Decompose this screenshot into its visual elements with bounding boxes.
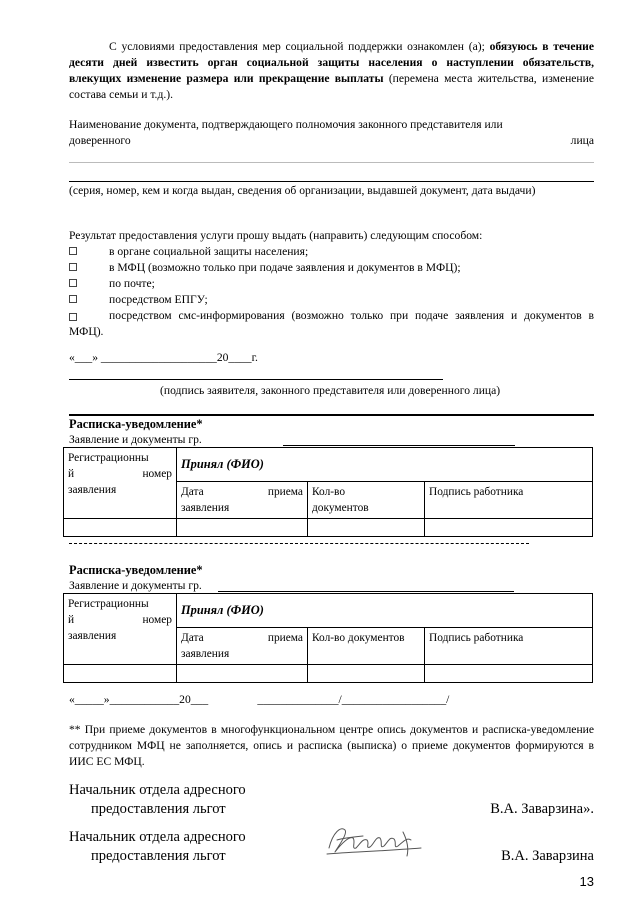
reg-label-line1: Регистрационны — [68, 452, 149, 464]
date-header — [177, 482, 308, 519]
signer-position-line1: Начальник отдела адресного — [69, 782, 246, 798]
checkbox-icon[interactable] — [69, 295, 77, 303]
date-label-part: Дата — [181, 632, 204, 644]
date-header — [177, 628, 308, 665]
receipt-subtitle: Заявление и документы гр. — [69, 579, 202, 592]
count-cell[interactable] — [308, 665, 425, 683]
accepted-header — [177, 448, 593, 482]
count-label: Кол-во документов — [312, 632, 405, 644]
signer-position-line2: предоставления льгот — [91, 848, 226, 864]
series-field-line[interactable] — [69, 181, 594, 182]
worker-signature-label: Подпись работника — [429, 486, 524, 498]
reg-label-line3: заявления — [68, 484, 117, 496]
accepted-label: Принял (ФИО) — [181, 457, 264, 471]
date-cell[interactable] — [177, 519, 308, 537]
handwritten-signature — [323, 818, 433, 864]
reg-label-line1: Регистрационны — [68, 598, 149, 610]
option-mail[interactable] — [69, 276, 594, 292]
worker-signature-label: Подпись работника — [429, 632, 524, 644]
reg-label-part: номер — [142, 614, 172, 626]
option-label: в МФЦ (возможно только при подаче заявления и документов в МФЦ); — [109, 261, 461, 274]
ack-text-tail: (перемена места жительства, изменение состава семьи и т.д.). — [69, 72, 594, 101]
reg-number-cell[interactable] — [64, 665, 177, 683]
worker-signature-header — [425, 482, 593, 519]
ack-text-bold: обязуюсь в течение десяти дней известить орган социальной защиты населения о наступлении обязательств, влекущих изменение размера или прекращение выплаты — [69, 40, 594, 85]
option-label: посредством ЕПГУ; — [109, 293, 208, 306]
date-label-part: приема — [267, 486, 303, 498]
checkbox-icon[interactable] — [69, 313, 77, 321]
page-number: 13 — [579, 874, 594, 889]
count-header — [308, 482, 425, 519]
document-name-field-line[interactable] — [69, 162, 594, 163]
option-social-protection[interactable] — [69, 244, 594, 260]
receipt-table — [63, 447, 593, 537]
signature-line[interactable] — [69, 379, 443, 380]
count-label-part: документов — [312, 502, 369, 514]
signer-position-line1: Начальник отдела адресного — [69, 829, 246, 845]
reg-label-part: й — [68, 468, 75, 480]
receipt-subtitle: Заявление и документы гр. — [69, 433, 202, 446]
signer-name: В.А. Заварзина — [501, 848, 594, 864]
date-cell[interactable] — [177, 665, 308, 683]
document-name-line1: Наименование документа, подтверждающего полномочия законного представителя или — [69, 118, 503, 131]
date-label-part: приема — [267, 632, 303, 644]
count-cell[interactable] — [308, 519, 425, 537]
reg-label-line3: заявления — [68, 630, 117, 642]
series-note-text: (серия, номер, кем и когда выдан, сведения об организации, выдавшей документ, дата выдачи) — [69, 184, 536, 197]
date-label-part: заявления — [181, 502, 230, 514]
count-label-part: Кол-во — [312, 486, 346, 498]
option-mfc[interactable] — [69, 260, 594, 276]
option-label: в органе социальной защиты населения; — [109, 245, 309, 258]
signer-position-line2: предоставления льгот — [91, 801, 226, 817]
reg-number-cell[interactable] — [64, 519, 177, 537]
ack-text-normal: С условиями предоставления мер социальной поддержки ознакомлен (а); — [109, 40, 490, 53]
checkbox-icon[interactable] — [69, 279, 77, 287]
footnote: ** При приеме документов в многофункциональном центре опись документов и расписка-уведомление сотрудником МФЦ не заполняется, опись и расписка (выписка) о приеме документов формируются в ИИС ЕС МФЦ. — [69, 723, 594, 768]
option-epgu[interactable] — [69, 292, 594, 308]
result-heading: Результат предоставления услуги прошу выдать (направить) следующим способом: — [69, 229, 483, 242]
worker-signature-header — [425, 628, 593, 665]
signature-block-1 — [69, 781, 594, 819]
worker-signature-cell[interactable] — [425, 519, 593, 537]
count-header — [308, 628, 425, 665]
signature-caption: (подпись заявителя, законного представителя или доверенного лица) — [160, 384, 501, 397]
receipt-title: Расписка-уведомление* — [69, 563, 203, 577]
reg-number-header — [64, 594, 177, 665]
checkbox-icon[interactable] — [69, 263, 77, 271]
section-divider — [69, 414, 594, 416]
document-name-left: доверенного — [69, 134, 131, 147]
bottom-date-signature-line[interactable]: «_____»____________20___ ______________/__________________/ — [69, 693, 450, 706]
option-sms[interactable] — [69, 308, 594, 340]
document-name-label — [69, 117, 594, 149]
accepted-label: Принял (ФИО) — [181, 603, 264, 617]
cut-line — [69, 543, 529, 544]
acknowledgement-paragraph — [69, 39, 594, 103]
date-line[interactable]: «___» ____________________20____г. — [69, 351, 258, 364]
applicant-name-line[interactable] — [283, 445, 515, 446]
receipt-title: Расписка-уведомление* — [69, 417, 203, 431]
checkbox-icon[interactable] — [69, 247, 77, 255]
option-label: посредством смс-информирования (возможно только при подаче заявления и документов в МФЦ). — [69, 309, 594, 338]
signer-name: В.А. Заварзина». — [490, 801, 594, 817]
worker-signature-cell[interactable] — [425, 665, 593, 683]
reg-number-header — [64, 448, 177, 519]
series-note — [69, 183, 594, 199]
reg-label-part: й — [68, 614, 75, 626]
receipt-table — [63, 593, 593, 683]
applicant-name-line[interactable] — [218, 591, 514, 592]
accepted-header — [177, 594, 593, 628]
reg-label-part: номер — [142, 468, 172, 480]
date-label-part: заявления — [181, 648, 230, 660]
option-label: по почте; — [109, 277, 155, 290]
document-name-right: лица — [570, 134, 594, 147]
date-label-part: Дата — [181, 486, 204, 498]
